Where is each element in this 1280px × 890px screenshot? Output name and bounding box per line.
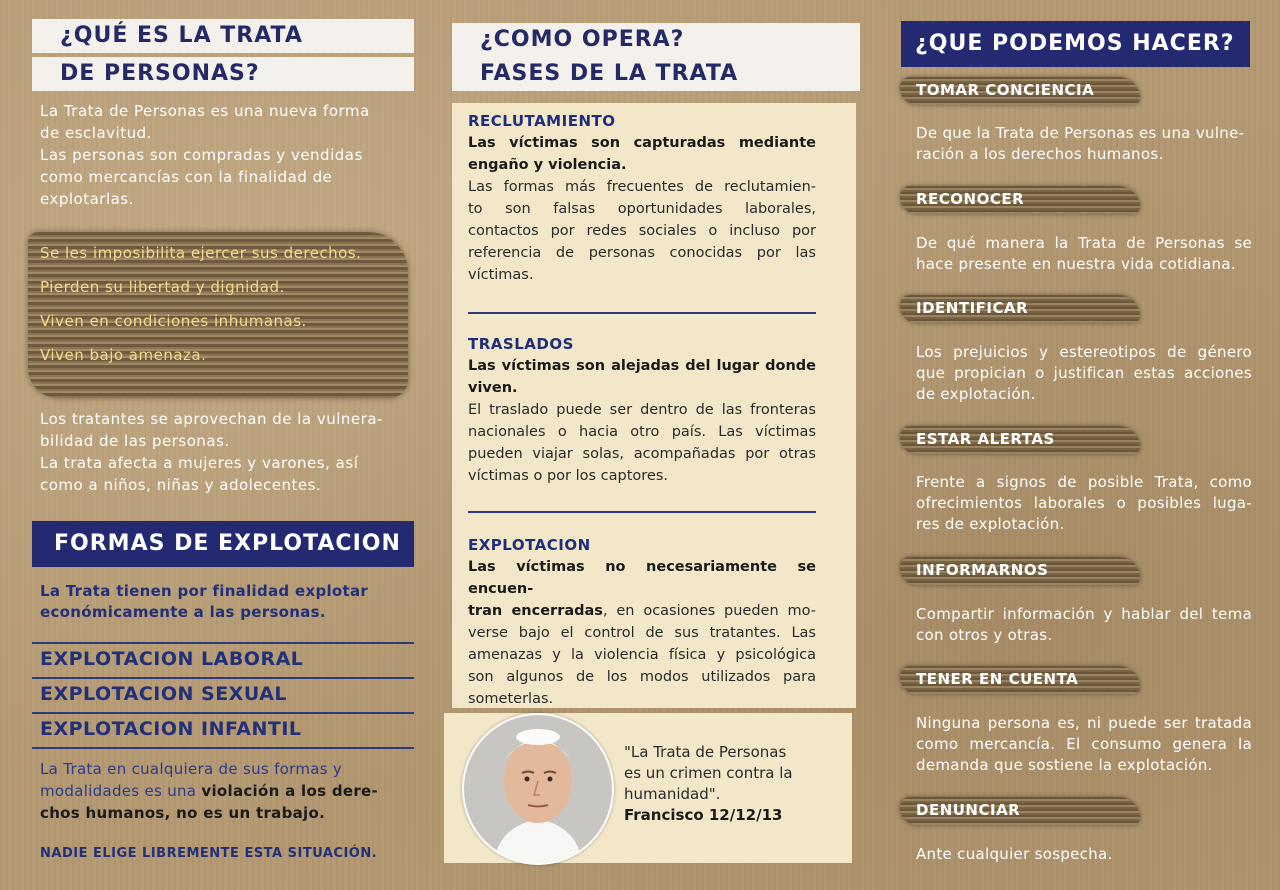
action-text-identificar: Los prejuicios y estereotipos de género que propician o justifican estas acciones de explotación. [916, 343, 1252, 403]
formas-divider-3 [32, 712, 414, 714]
phase-reclutamiento: RECLUTAMIENTO Las víctimas son capturadas mediante engaño y violencia. Las formas más frecuentes de reclutamien- to son falsas oportunidades laborales, contactos por redes sociales o incluso por referencia de personas conocidas por las víctimas. [468, 112, 816, 283]
action-label-informarnos: INFORMARNOS [900, 557, 1140, 585]
phase-heading: EXPLOTACION [468, 536, 591, 554]
action-label-estar-alertas: ESTAR ALERTAS [900, 426, 1140, 454]
consequences-list: Se les imposibilita ejercer sus derechos. Pierden su libertad y dignidad. Viven en condiciones inhumanas. Viven bajo amenaza. [40, 244, 362, 364]
action-text-tomar-conciencia: De que la Trata de Personas es una vulne- ración a los derechos humanos. [916, 124, 1245, 163]
action-label-tomar-conciencia: TOMAR CONCIENCIA [900, 77, 1140, 105]
title-fases: FASES DE LA TRATA [452, 57, 860, 91]
action-text-estar-alertas: Frente a signos de posible Trata, como ofrecimientos laborales o posibles luga- res de explotación. [916, 473, 1252, 533]
closing-statement: NADIE ELIGE LIBREMENTE ESTA SITUACIÓN. [40, 846, 378, 861]
action-text-denunciar: Ante cualquier sospecha. [916, 845, 1113, 863]
title-como-opera: ¿COMO OPERA? [452, 23, 860, 57]
formas-title: FORMAS DE EXPLOTACION [32, 521, 414, 567]
title-que-podemos: ¿QUE PODEMOS HACER? [901, 21, 1250, 67]
action-label-denunciar: DENUNCIAR [900, 797, 1140, 825]
forma-infantil: EXPLOTACION INFANTIL [40, 718, 302, 740]
forma-laboral: EXPLOTACION LABORAL [40, 648, 304, 670]
action-text-reconocer: De qué manera la Trata de Personas se hace presente en nuestra vida cotidiana. [916, 234, 1252, 273]
forma-sexual: EXPLOTACION SEXUAL [40, 683, 287, 705]
phase-explotacion: EXPLOTACION Las víctimas no necesariamente se encuen- tran encerradas, en ocasiones pueden mo- verse bajo el control de sus tratantes. Las amenazas y la violencia física y psicológica son algunos de los modos utilizados para someterlas. [468, 536, 816, 707]
action-label-tener-en-cuenta: TENER EN CUENTA [900, 666, 1140, 694]
pope-portrait [462, 713, 614, 865]
phase-divider-2 [468, 511, 816, 513]
vulnerability-text: Los tratantes se aprovechan de la vulnera- bilidad de las personas. La trata afecta a mujeres y varones, así como a niños, niñas y adolecentes. [40, 410, 383, 494]
phase-traslados: TRASLADOS Las víctimas son alejadas del lugar donde viven. El traslado puede ser dentro de las fronteras nacionales o hacia otro país. Las víctimas pueden viajar solas, acompañadas por otras víctimas o por los captores. [468, 335, 816, 484]
formas-divider-4 [32, 747, 414, 749]
action-label-identificar: IDENTIFICAR [900, 295, 1140, 323]
formas-divider-1 [32, 642, 414, 644]
violation-text: La Trata en cualquiera de sus formas y modalidades es una violación a los dere- chos humanos, no es un trabajo. [40, 760, 379, 822]
title-que-es-line2: DE PERSONAS? [32, 57, 414, 91]
portrait-icon [464, 715, 612, 863]
action-label-reconocer: RECONOCER [900, 186, 1140, 214]
quote-author: Francisco 12/12/13 [624, 806, 783, 824]
phase-heading: TRASLADOS [468, 335, 574, 353]
formas-divider-2 [32, 677, 414, 679]
title-que-es-line1: ¿QUÉ ES LA TRATA [32, 19, 414, 53]
phase-divider-1 [468, 312, 816, 314]
action-text-tener-en-cuenta: Ninguna persona es, ni puede ser tratada como mercancía. El consumo genera la demanda que sostiene la explotación. [916, 714, 1252, 774]
intro-text: La Trata de Personas es una nueva forma de esclavitud. Las personas son compradas y vendidas como mercancías con la finalidad de explotarlas. [40, 102, 370, 208]
phase-heading: RECLUTAMIENTO [468, 112, 616, 130]
action-text-informarnos: Compartir información y hablar del tema con otros y otras. [916, 605, 1252, 644]
pope-quote: "La Trata de Personas es un crimen contra la humanidad". Francisco 12/12/13 [624, 742, 844, 826]
formas-intro: La Trata tienen por finalidad explotar económicamente a las personas. [40, 582, 369, 621]
